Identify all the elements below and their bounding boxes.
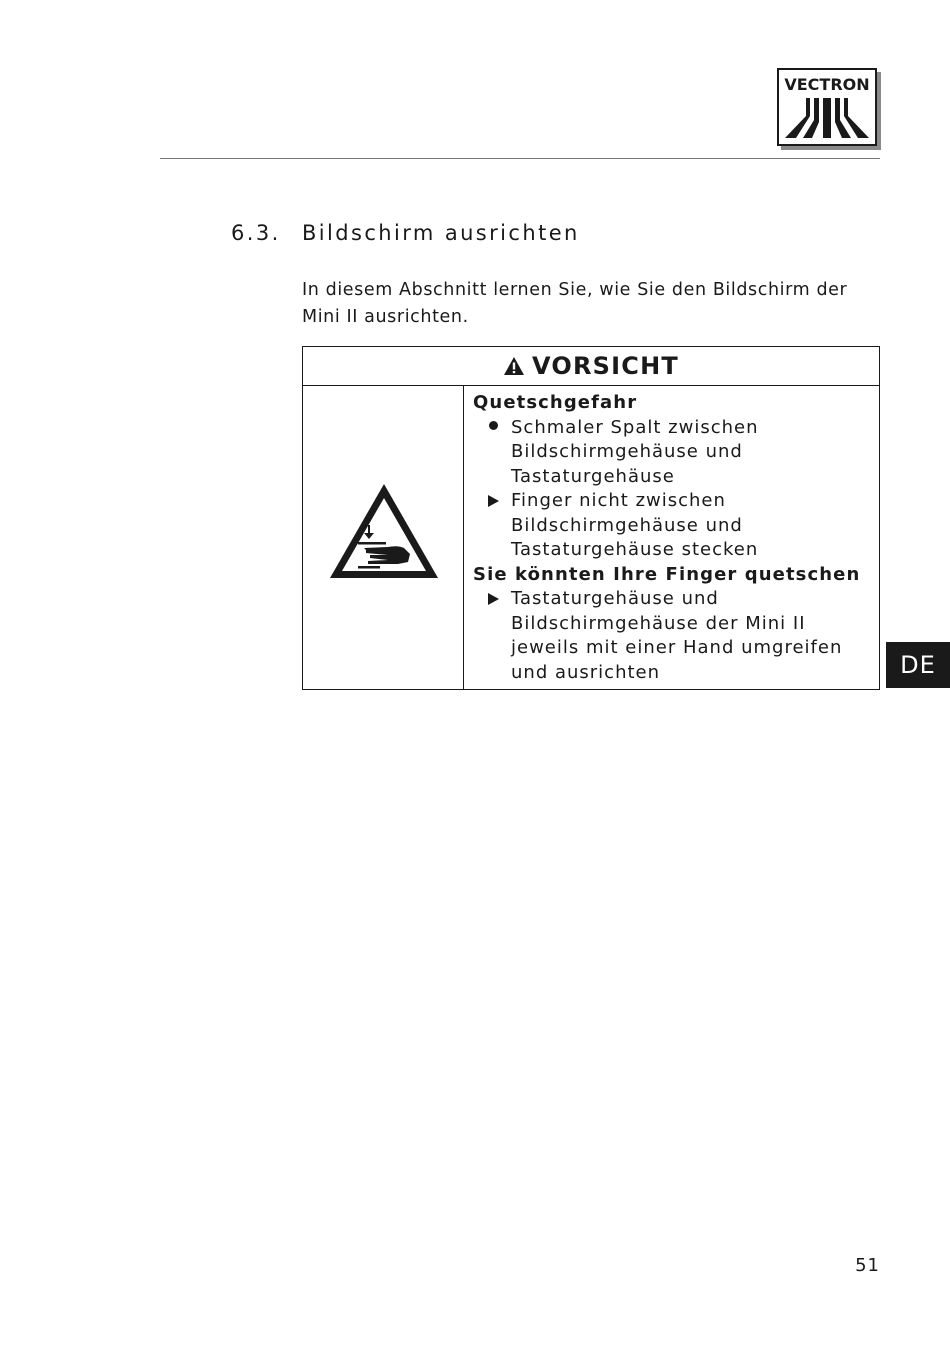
bullet-icon: [485, 416, 501, 441]
signal-word: VORSICHT: [532, 352, 679, 380]
item-line: Tastaturgehäuse und: [511, 588, 719, 609]
intro-paragraph: [302, 277, 882, 331]
item-line: Bildschirmgehäuse und: [511, 441, 743, 462]
hazard-instruction-item: [473, 489, 871, 563]
logo-bars-icon: [785, 98, 869, 138]
header-divider: [160, 158, 880, 159]
caution-header: [303, 347, 879, 386]
arrow-right-icon: [485, 489, 501, 514]
vectron-logo-graphic: [779, 70, 875, 144]
section-title: Bildschirm ausrichten: [302, 221, 580, 245]
item-line: Bildschirmgehäuse der Mini II: [511, 612, 806, 634]
item-line: jeweils mit einer Hand umgreifen: [511, 637, 843, 658]
vectron-logo-text: VECTRON: [784, 75, 870, 94]
item-line: Finger nicht zwischen: [511, 490, 726, 511]
consequence-instruction-item: [473, 587, 871, 685]
caution-body: [303, 386, 879, 689]
caution-table: [302, 346, 880, 690]
intro-line: Mini II ausrichten.: [302, 307, 469, 327]
item-line: Tastaturgehäuse: [511, 465, 675, 487]
item-line: Tastaturgehäuse stecken: [511, 539, 759, 560]
hazard-text-cell: [473, 391, 871, 685]
intro-line: In diesem Abschnitt lernen Sie, wie Sie den Bildschirm der: [302, 280, 848, 300]
page-number: 51: [855, 1255, 880, 1276]
crushing-hand-warning-icon: [328, 482, 440, 580]
vectron-logo: [777, 68, 877, 146]
language-tab: DE: [886, 642, 950, 688]
item-line: und ausrichten: [511, 661, 661, 683]
hazard-description-item: [473, 416, 871, 490]
warning-triangle-icon: [503, 356, 525, 376]
hazard-type: Quetschgefahr: [473, 392, 638, 413]
arrow-right-icon: [485, 587, 501, 612]
section-number: 6.3.: [231, 221, 281, 245]
item-line: Schmaler Spalt zwischen: [511, 416, 759, 438]
hazard-symbol-cell: [303, 386, 464, 689]
item-line: Bildschirmgehäuse und: [511, 514, 743, 536]
hazard-consequence: Sie könnten Ihre Finger quetschen: [473, 563, 861, 585]
